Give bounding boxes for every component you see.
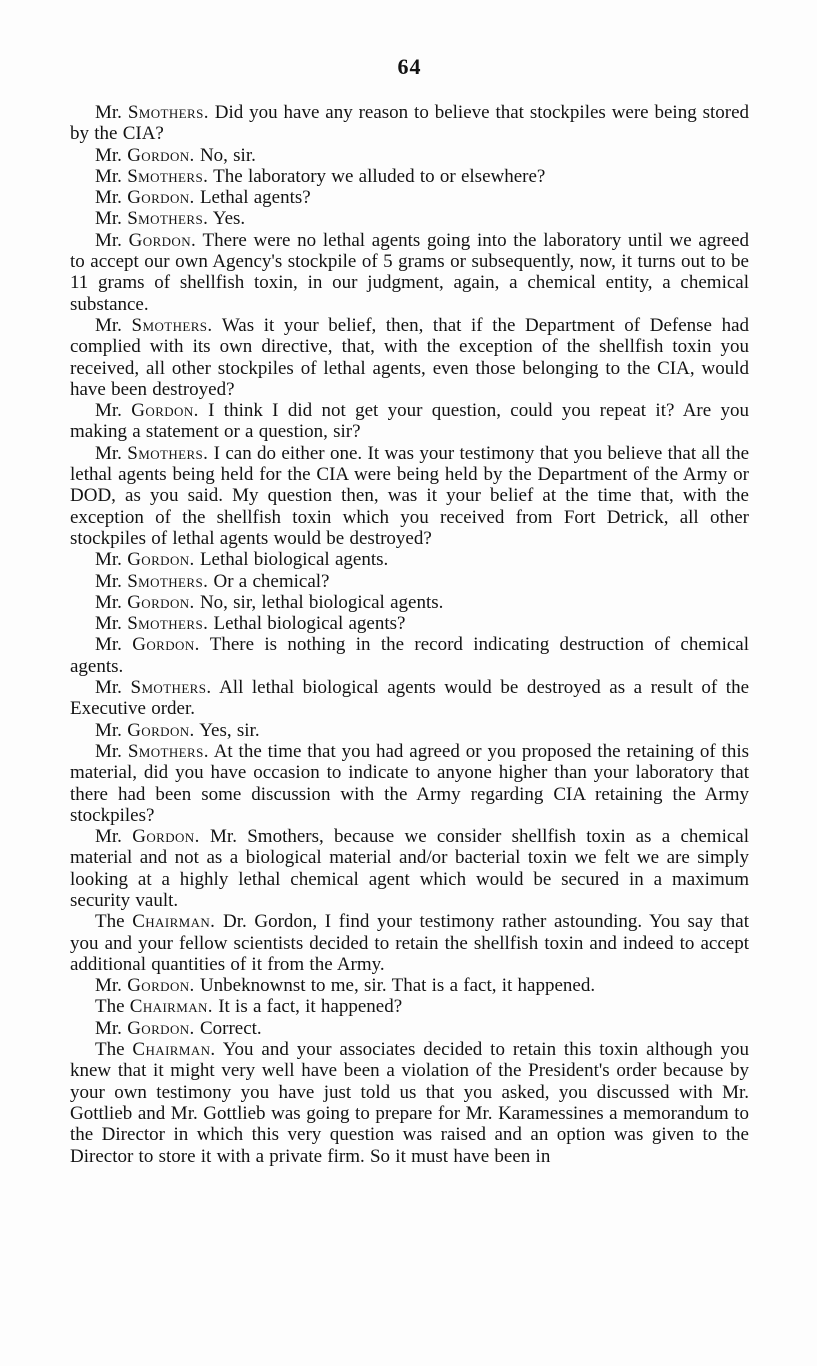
testimony-paragraph [70, 975, 749, 996]
paragraph-text: No, sir. [199, 144, 256, 166]
speaker-smallcaps-name: Smothers. [127, 442, 209, 464]
speaker-smallcaps-name: Gordon. [127, 187, 195, 209]
speaker-prefix: Mr. [95, 826, 122, 848]
testimony-paragraph [70, 996, 749, 1017]
testimony-paragraph [70, 911, 749, 975]
speaker-smallcaps-name: Smothers. [127, 102, 209, 123]
speaker-name [95, 911, 215, 932]
speaker-prefix: Mr. [95, 400, 122, 422]
speaker-prefix: The [95, 911, 125, 933]
testimony-paragraph [70, 443, 749, 549]
speaker-smallcaps-name: Chairman. [129, 996, 213, 1018]
testimony-paragraph [70, 145, 749, 166]
speaker-prefix: Mr. [95, 229, 122, 251]
speaker-smallcaps-name: Smothers. [127, 165, 209, 187]
speaker-prefix: Mr. [95, 975, 122, 997]
paragraph-text: There were no lethal agents going into the laboratory until we agreed to accept our own Agency's stockpile of 5 grams or subsequently, now, it turns out to be 11 grams of shellfish toxin, in our judgment, again, a chemical entity, a chemical substance. [70, 229, 750, 315]
paragraph-text: Did you have any reason to believe that stockpiles were being stored by the CIA? [70, 102, 750, 145]
paragraph-text: The laboratory we alluded to or elsewhere? [213, 165, 546, 187]
speaker-name [95, 996, 213, 1017]
testimony-paragraph [70, 826, 749, 911]
speaker-smallcaps-name: Smothers. [127, 613, 209, 635]
speaker-prefix: Mr. [95, 677, 122, 699]
testimony-paragraph [70, 315, 749, 400]
speaker-name [95, 145, 195, 166]
speaker-name [95, 1039, 216, 1060]
speaker-smallcaps-name: Smothers. [127, 740, 209, 762]
testimony-paragraph [70, 613, 749, 634]
testimony-paragraph [70, 166, 749, 187]
speaker-name [95, 826, 200, 847]
speaker-prefix: The [95, 1039, 125, 1061]
paragraph-text: Dr. Gordon, I find your testimony rather astounding. You say that you and your fellow scientists decided to retain the shellfish toxin and indeed to accept additional quantities of it from the Army. [70, 911, 749, 975]
testimony-paragraph [70, 741, 749, 826]
paragraph-text: You and your associates decided to retain this toxin although you knew that it might very well have been a violation of the President's order because by your own testimony you have just told us that you asked, you discussed with Mr. Gottlieb and Mr. Gottlieb was going to prepare for Mr. Karamessines a memorandum to the Director in which this very question was raised and an option was given to the Director to store it with a private firm. So it must have been in [70, 1039, 750, 1167]
speaker-smallcaps-name: Gordon. [127, 1017, 195, 1039]
speaker-name [95, 102, 209, 123]
paragraph-text: Correct. [199, 1017, 262, 1039]
testimony-paragraph [70, 208, 749, 229]
speaker-name [95, 549, 195, 570]
speaker-prefix: Mr. [95, 613, 122, 635]
paragraph-text: Lethal agents? [199, 187, 311, 209]
speaker-prefix: Mr. [95, 740, 122, 762]
speaker-name [95, 975, 195, 996]
testimony-text-block [70, 102, 749, 1167]
speaker-name [95, 208, 208, 229]
speaker-prefix: Mr. [95, 591, 122, 613]
paragraph-text: Was it your belief, then, that if the Department of Defense had complied with its own directive, that, with the exception of the shellfish toxin you received, all other stockpiles of lethal agents, even those belonging to the CIA, would have been destroyed? [70, 314, 749, 400]
speaker-smallcaps-name: Gordon. [128, 229, 197, 251]
speaker-smallcaps-name: Chairman. [132, 1039, 216, 1061]
speaker-name [95, 720, 195, 741]
speaker-prefix: Mr. [95, 208, 122, 230]
paragraph-text: All lethal biological agents would be destroyed as a result of the Executive order. [70, 677, 750, 720]
speaker-name [95, 571, 208, 592]
paragraph-text: Yes. [212, 208, 246, 230]
testimony-paragraph [70, 634, 749, 677]
speaker-name [95, 634, 200, 655]
speaker-prefix: Mr. [95, 187, 122, 209]
speaker-smallcaps-name: Smothers. [131, 314, 213, 336]
testimony-paragraph [70, 677, 749, 720]
paragraph-text: Lethal biological agents. [199, 549, 389, 571]
speaker-smallcaps-name: Smothers. [130, 677, 212, 699]
speaker-smallcaps-name: Gordon. [131, 400, 199, 422]
speaker-smallcaps-name: Gordon. [132, 634, 200, 656]
speaker-smallcaps-name: Gordon. [127, 975, 195, 997]
paragraph-text: Lethal biological agents? [213, 613, 406, 635]
speaker-prefix: Mr. [95, 719, 122, 741]
speaker-smallcaps-name: Gordon. [127, 549, 195, 571]
speaker-smallcaps-name: Chairman. [132, 911, 216, 933]
paragraph-text: Unbeknownst to me, sir. That is a fact, it happened. [199, 975, 596, 997]
testimony-paragraph [70, 187, 749, 208]
paragraph-text: Yes, sir. [199, 719, 260, 741]
speaker-smallcaps-name: Gordon. [127, 591, 195, 613]
speaker-name [95, 315, 213, 336]
testimony-paragraph [70, 1018, 749, 1039]
speaker-smallcaps-name: Gordon. [132, 826, 200, 848]
speaker-prefix: Mr. [95, 634, 122, 656]
speaker-name [95, 677, 212, 698]
speaker-smallcaps-name: Smothers. [127, 570, 209, 592]
speaker-name [95, 613, 208, 634]
paragraph-text: No, sir, lethal biological agents. [199, 591, 444, 613]
testimony-paragraph [70, 592, 749, 613]
speaker-prefix: Mr. [95, 165, 122, 187]
speaker-name [95, 592, 195, 613]
speaker-prefix: Mr. [95, 102, 122, 123]
speaker-name [95, 400, 199, 421]
speaker-name [95, 166, 208, 187]
speaker-name [95, 230, 196, 251]
testimony-paragraph [70, 571, 749, 592]
speaker-name [95, 187, 195, 208]
testimony-paragraph [70, 230, 749, 315]
speaker-prefix: The [95, 996, 125, 1018]
testimony-paragraph [70, 549, 749, 570]
speaker-name [95, 741, 209, 762]
page-number: 64 [397, 54, 422, 79]
speaker-prefix: Mr. [95, 442, 122, 464]
speaker-prefix: Mr. [95, 144, 122, 166]
paragraph-text: It is a fact, it happened? [218, 996, 403, 1018]
testimony-paragraph [70, 400, 749, 443]
paragraph-text: Or a chemical? [213, 570, 330, 592]
speaker-name [95, 1018, 195, 1039]
speaker-smallcaps-name: Gordon. [127, 144, 195, 166]
paragraph-text: There is nothing in the record indicating destruction of chemical agents. [70, 634, 749, 677]
paragraph-text: I can do either one. It was your testimony that you believe that all the lethal agents being held for the CIA were being held by the Department of the Army or DOD, as you said. My question then, was it your belief at the time that, with the exception of the shellfish toxin which you received from Fort Detrick, all other stockpiles of lethal agents would be destroyed? [70, 442, 750, 549]
paragraph-text: I think I did not get your question, could you repeat it? Are you making a statement or a question, sir? [70, 400, 750, 443]
testimony-paragraph [70, 1039, 749, 1167]
speaker-prefix: Mr. [95, 570, 122, 592]
speaker-name [95, 443, 208, 464]
testimony-paragraph [70, 720, 749, 741]
speaker-prefix: Mr. [95, 1017, 122, 1039]
paragraph-text: At the time that you had agreed or you proposed the retaining of this material, did you have occasion to indicate to anyone higher than your laboratory that there had been some discussion with the Army regarding CIA retaining the Army stockpiles? [70, 740, 750, 826]
speaker-smallcaps-name: Gordon. [127, 719, 195, 741]
paragraph-text: Mr. Smothers, because we consider shellfish toxin as a chemical material and not as a biological material and/or bacterial toxin we felt we are simply looking at a highly lethal chemical agent which would be secured in a maximum security vault. [70, 826, 750, 911]
speaker-prefix: Mr. [95, 549, 122, 571]
testimony-paragraph [70, 102, 749, 145]
speaker-prefix: Mr. [95, 314, 122, 336]
speaker-smallcaps-name: Smothers. [127, 208, 209, 230]
